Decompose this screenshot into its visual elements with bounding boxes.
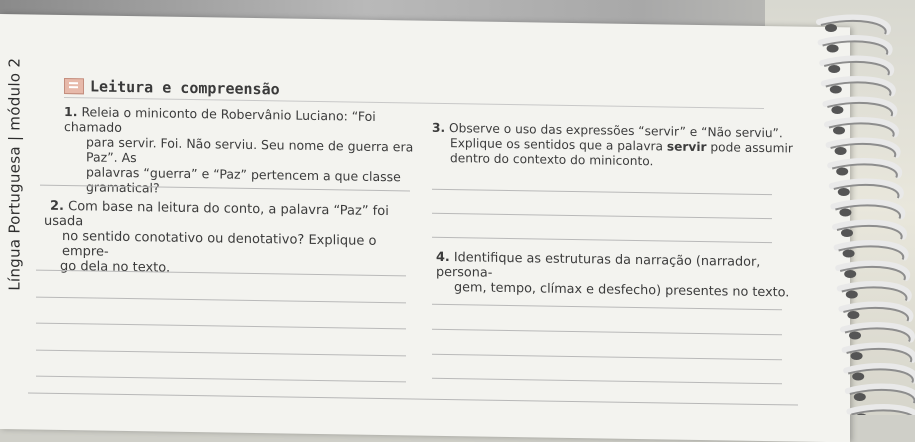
section-header [64, 75, 764, 109]
answer-line[interactable] [432, 213, 772, 219]
binding-hole [836, 168, 848, 176]
binding-hole [839, 209, 851, 217]
spine-label: Língua Portuguesa | módulo 2 [5, 57, 23, 291]
question-4-line-2: gem, tempo, clímax e desfecho) presentes no texto. [454, 280, 790, 301]
question-3-line-1: 3. Observe o uso das expressões “servir” e “Não serviu”. [432, 120, 783, 141]
question-1-line-2: para servir. Foi. Não serviu. Seu nome de guerra era Paz”. As [86, 134, 414, 166]
binding-hole [835, 147, 847, 155]
binding-hole [841, 229, 853, 237]
binding-hole [851, 352, 863, 360]
binding-hole [828, 65, 840, 73]
binding-hole [846, 291, 858, 299]
binding-hole [827, 45, 839, 53]
reading-icon [64, 78, 84, 94]
answer-line[interactable] [432, 237, 772, 243]
binding-hole [854, 393, 866, 401]
answer-line[interactable] [432, 329, 782, 335]
binding-hole [831, 106, 843, 114]
binding-hole [825, 24, 837, 32]
notebook-page [0, 14, 850, 442]
answer-line[interactable] [36, 350, 406, 357]
binding-hole [838, 188, 850, 196]
binding-hole [830, 86, 842, 94]
question-2-line-1: 2. Com base na leitura do conto, a palavra “Paz” foi usada [44, 198, 389, 230]
question-3 [432, 121, 802, 172]
binding-hole [843, 250, 855, 258]
answer-line[interactable] [432, 189, 772, 195]
answer-line[interactable] [36, 297, 406, 304]
question-2-line-2: no sentido conotativo ou denotativo? Explique o empre- [62, 228, 377, 260]
binding-hole [852, 373, 864, 381]
question-3-line-2: Explique os sentidos que a palavra servir pode assumir [450, 136, 793, 156]
question-4 [436, 250, 806, 301]
answer-line[interactable] [432, 354, 782, 360]
question-4-line-1: 4. Identifique as estruturas da narração (narrador, persona- [436, 249, 761, 281]
section-title: Leitura e compreensão [90, 77, 280, 99]
binding-hole [849, 332, 861, 340]
answer-line[interactable] [36, 376, 406, 383]
answer-line[interactable] [432, 378, 782, 384]
question-1-line-1: 1. Releia o miniconto de Robervânio Luciano: “Foi chamado [64, 104, 376, 135]
page-bottom-rule [28, 392, 798, 405]
answer-line[interactable] [432, 304, 782, 310]
binding-hole [833, 127, 845, 135]
answer-line[interactable] [36, 323, 406, 330]
binding-hole [844, 270, 856, 278]
question-3-line-3: dentro do contexto do miniconto. [450, 151, 654, 169]
question-2-line-3: go dela no texto. [60, 258, 171, 276]
question-1-line-3: palavras “guerra” e “Paz” pertencem a que classe gramatical? [86, 164, 401, 196]
question-2 [44, 199, 414, 280]
binding-hole [847, 311, 859, 319]
spiral-binding [795, 0, 915, 415]
